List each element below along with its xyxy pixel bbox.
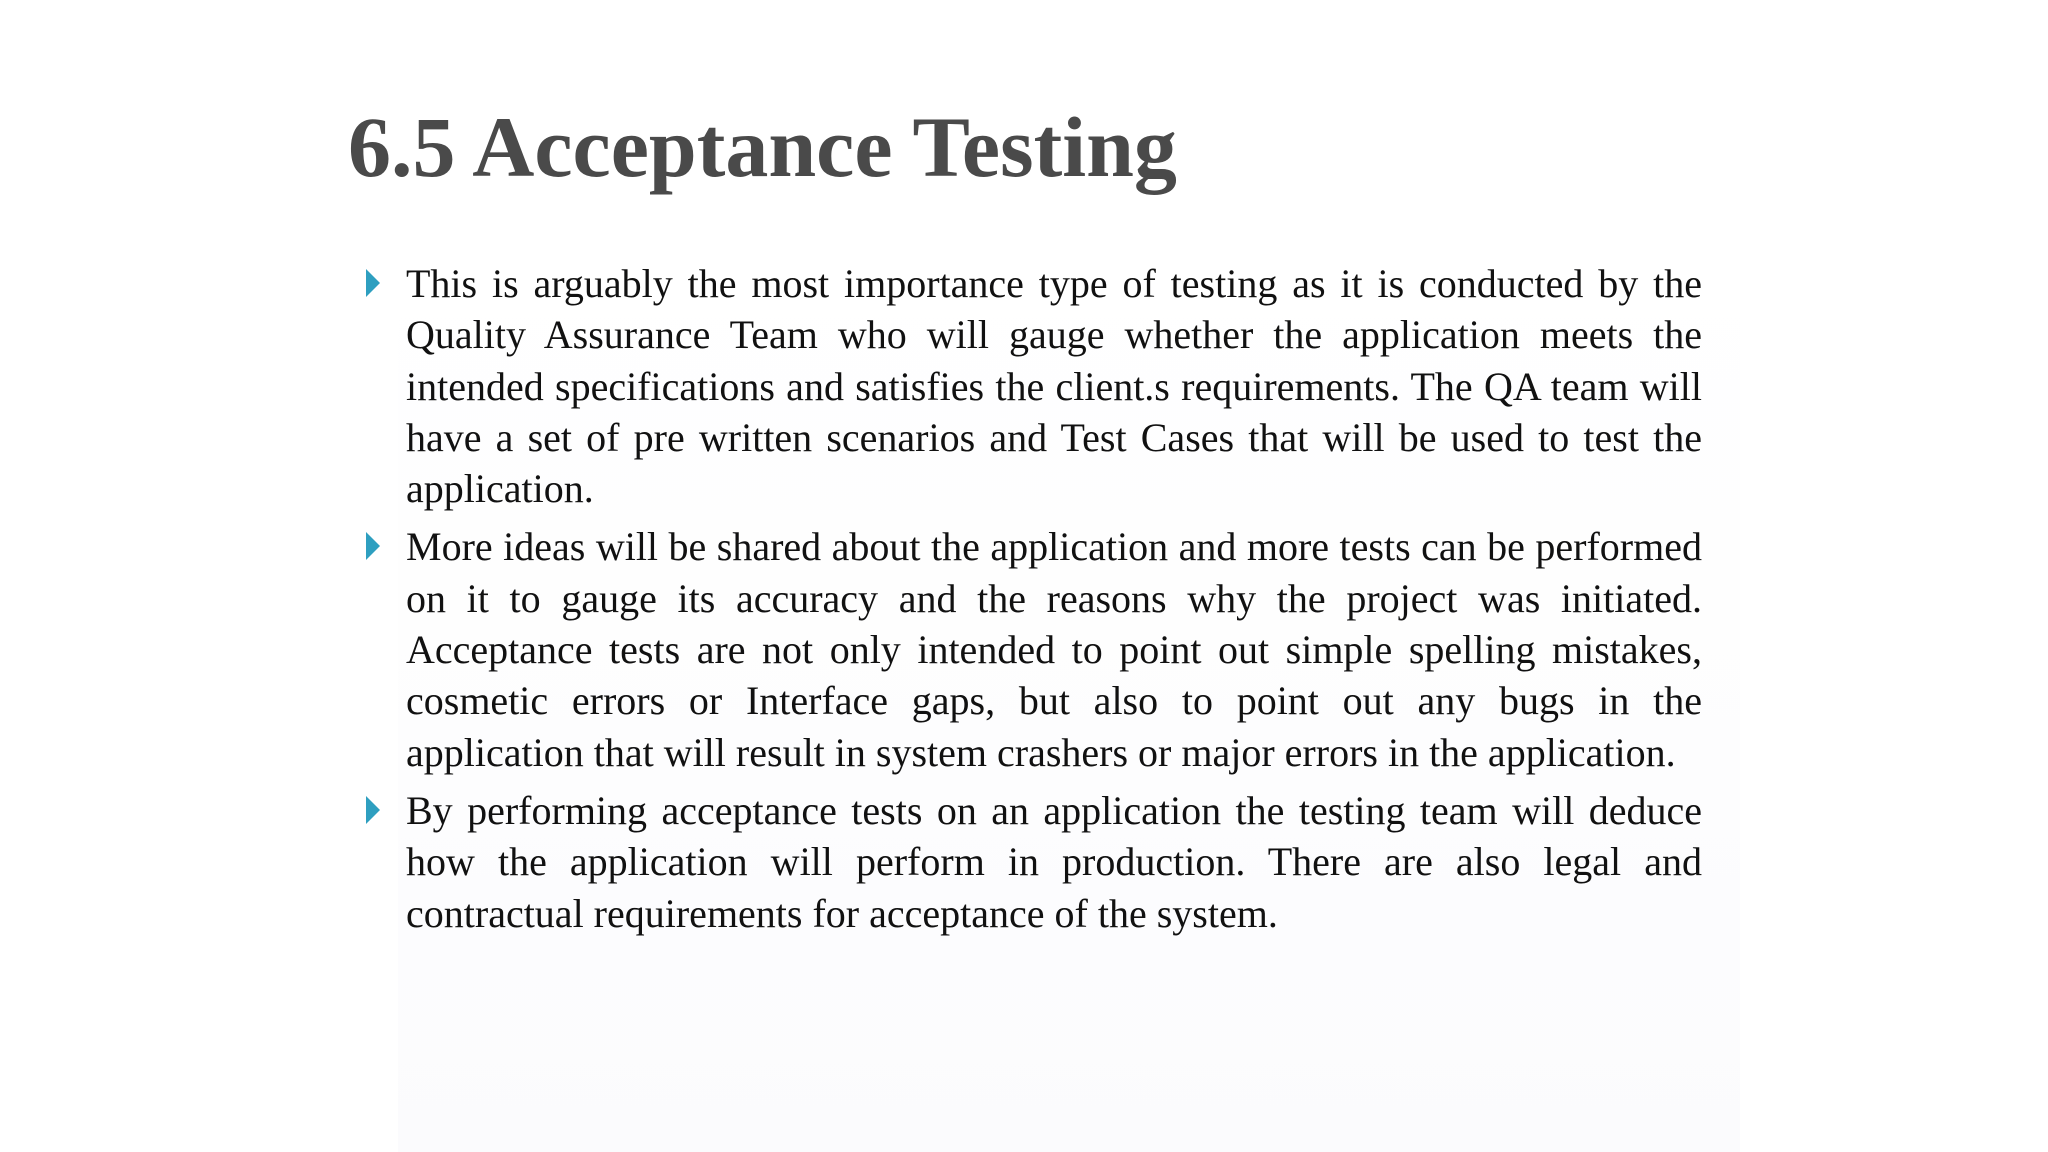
slide-title: 6.5 Acceptance Testing (348, 99, 1177, 195)
bullet-list (360, 258, 1702, 946)
bullet-text: More ideas will be shared about the application and more tests can be performed on it to gauge its accuracy and the reasons why the project was initiated. Acceptance tests are not only intended to point out simple spelling mistakes, cosmetic errors or Interface gaps, but also to point out any bugs in the application that will result in system crashers or major errors in the application. (406, 524, 1702, 775)
triangle-right-icon (366, 796, 380, 824)
bullet-item (360, 258, 1702, 514)
bullet-item (360, 785, 1702, 939)
triangle-right-icon (366, 532, 380, 560)
bullet-text: This is arguably the most importance type of testing as it is conducted by the Quality Assurance Team who will gauge whether the application meets the intended specifications and satisfies the client.s requirements. The QA team will have a set of pre written scenarios and Test Cases that will be used to test the application. (406, 261, 1702, 512)
triangle-right-icon (366, 269, 380, 297)
bullet-text: By performing acceptance tests on an application the testing team will deduce how the application will perform in production. There are also legal and contractual requirements for acceptance of the system. (406, 787, 1702, 936)
bullet-item (360, 521, 1702, 777)
